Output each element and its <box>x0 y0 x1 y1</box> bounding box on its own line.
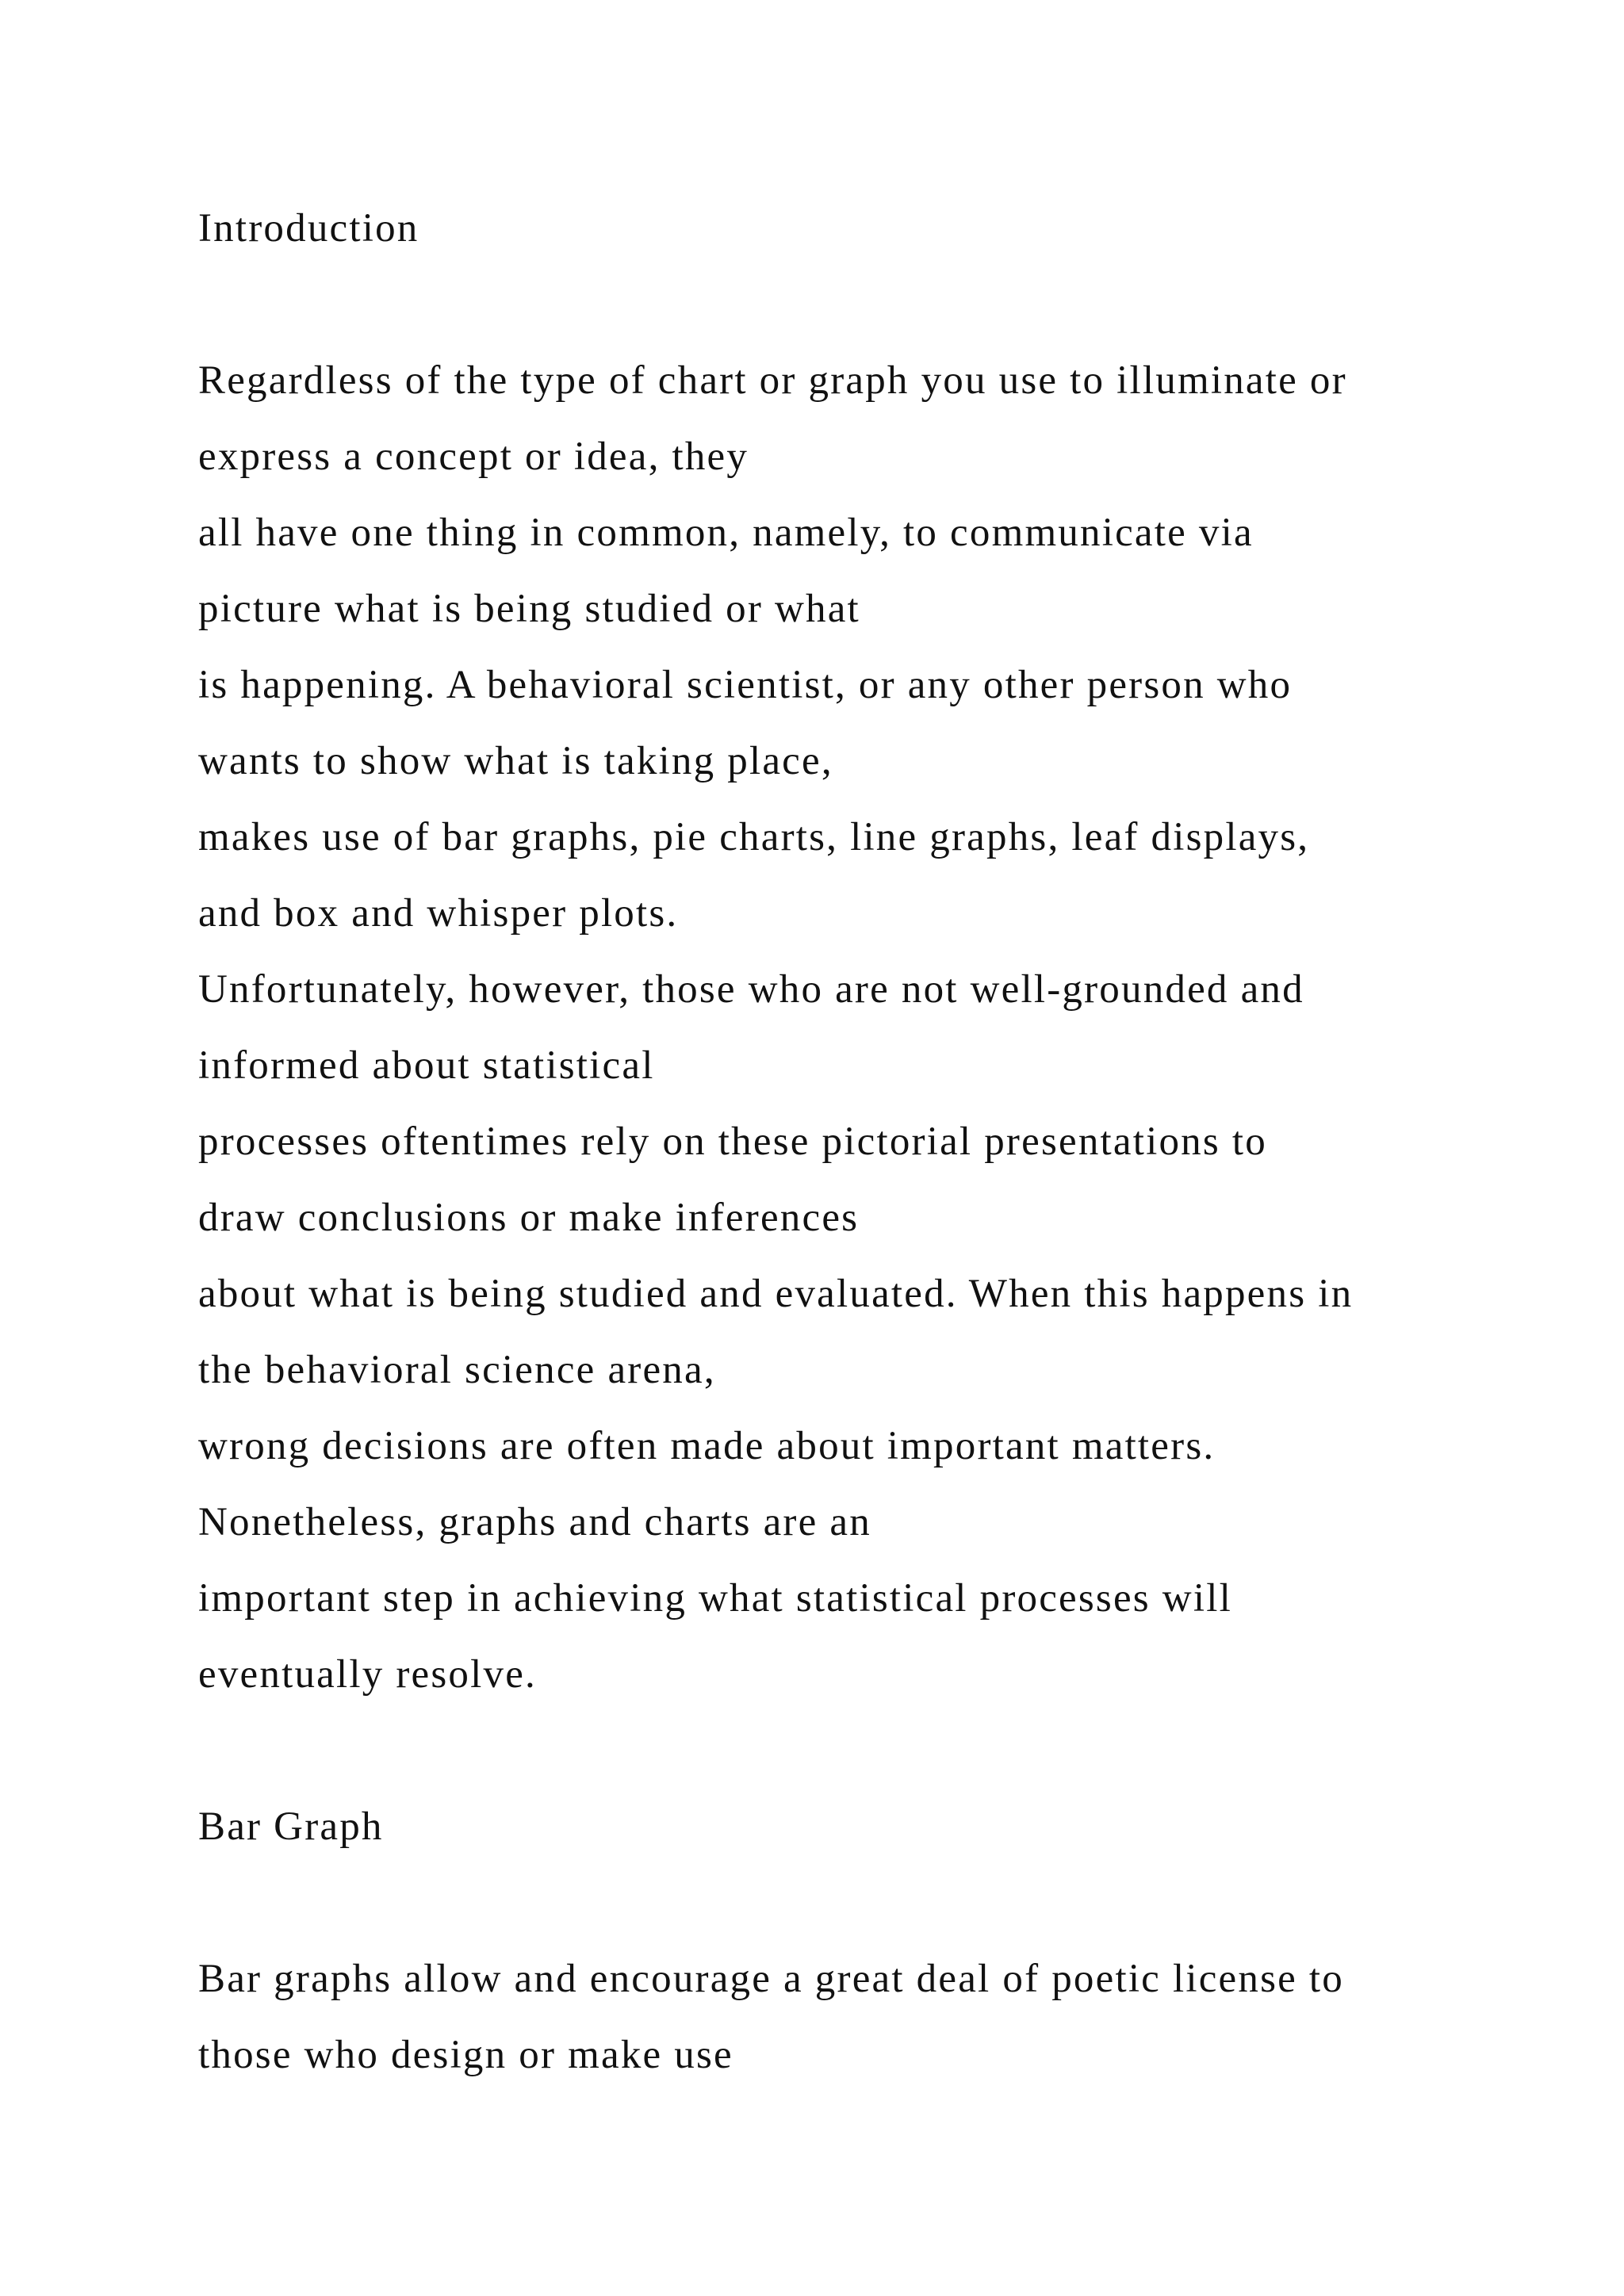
text-line: Nonetheless, graphs and charts are an <box>198 1500 871 1544</box>
paragraph-gap <box>198 1712 1515 1789</box>
text-line: wrong decisions are often made about important matters. <box>198 1424 1216 1468</box>
paragraph-gap <box>198 1865 1515 1941</box>
paragraph-gap <box>198 266 1515 342</box>
bar-graph-paragraph <box>198 1941 1515 2093</box>
text-line: express a concept or idea, they <box>198 434 749 479</box>
document-body <box>198 190 1515 2093</box>
text-line: about what is being studied and evaluated. When this happens in <box>198 1272 1354 1316</box>
text-line: all have one thing in common, namely, to communicate via <box>198 511 1254 555</box>
section-heading-bar-graph: Bar Graph <box>198 1804 384 1849</box>
section-heading-introduction: Introduction <box>198 206 419 251</box>
text-line: and box and whisper plots. <box>198 891 679 936</box>
text-line: those who design or make use <box>198 2033 733 2077</box>
text-line: picture what is being studied or what <box>198 587 860 631</box>
introduction-paragraph <box>198 342 1515 1712</box>
text-line: Bar graphs allow and encourage a great deal of poetic license to <box>198 1957 1344 2001</box>
text-line: makes use of bar graphs, pie charts, line graphs, leaf displays, <box>198 815 1310 859</box>
text-line: Regardless of the type of chart or graph you use to illuminate or <box>198 358 1347 403</box>
text-line: wants to show what is taking place, <box>198 739 833 783</box>
text-line: draw conclusions or make inferences <box>198 1196 860 1240</box>
text-line: is happening. A behavioral scientist, or any other person who <box>198 663 1293 707</box>
text-line: eventually resolve. <box>198 1652 537 1697</box>
text-line: important step in achieving what statistical processes will <box>198 1576 1232 1621</box>
text-line: Unfortunately, however, those who are not well-grounded and <box>198 967 1304 1012</box>
text-line: processes oftentimes rely on these pictorial presentations to <box>198 1119 1267 1164</box>
text-line: the behavioral science arena, <box>198 1348 716 1392</box>
text-line: informed about statistical <box>198 1043 655 1088</box>
